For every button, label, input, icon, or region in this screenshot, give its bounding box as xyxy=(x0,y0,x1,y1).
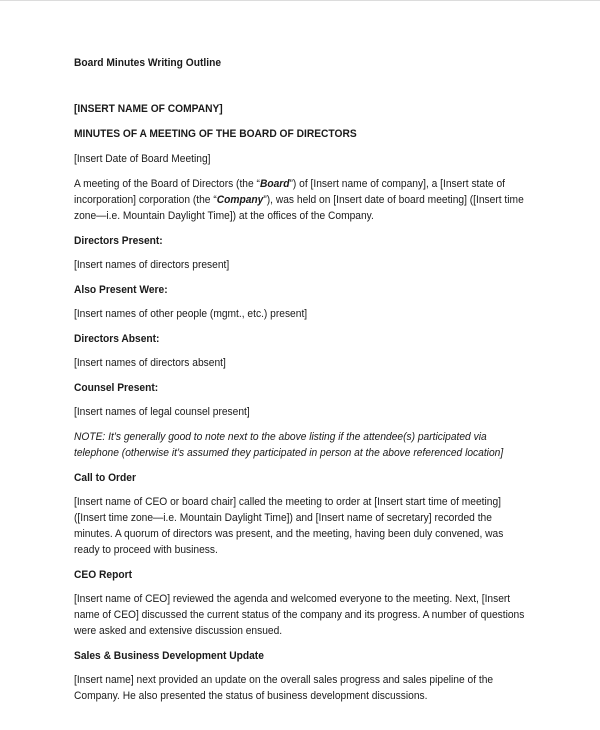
ceo-report-heading: CEO Report xyxy=(74,569,132,581)
document-body xyxy=(74,55,526,713)
company-term: Company xyxy=(216,194,264,206)
sales-update-text: [Insert name] next provided an update on the overall sales progress and sales pipeline of the Company. He also presented the status of business development discussions. xyxy=(74,674,494,702)
call-to-order-heading: Call to Order xyxy=(74,472,136,484)
directors-absent-heading: Directors Absent: xyxy=(74,333,160,345)
attendance-note: NOTE: It’s generally good to note next to the above listing if the attendee(s) participated via telephone (otherwise it’s assumed they participated in person at the above referenced location] xyxy=(74,431,504,459)
ceo-report-text: [Insert name of CEO] reviewed the agenda and welcomed everyone to the meeting. Next, [Insert name of CEO] discussed the current status of the company and its progress. A number of questions were asked and extensive discussion ensued. xyxy=(74,593,525,637)
call-to-order-text: [Insert name of CEO or board chair] called the meeting to order at [Insert start time of meeting] ([Insert time zone—i.e. Mountain Daylight Time]) and [Insert name of secretary] recorded the minutes. A quorum of directors was present, and the meeting, having been duly convened, was ready to proceed with business. xyxy=(74,496,504,556)
intro-part-1: A meeting of the Board of Directors (the “ xyxy=(74,178,260,190)
minutes-heading: MINUTES OF A MEETING OF THE BOARD OF DIRECTORS xyxy=(74,128,357,140)
directors-present-text: [Insert names of directors present] xyxy=(74,259,230,271)
directors-present-heading: Directors Present: xyxy=(74,235,163,247)
also-present-text: [Insert names of other people (mgmt., etc.) present] xyxy=(74,308,308,320)
intro-part-3: ”), was held on [Insert date of board meeting] ([Insert time zone—i.e. Mountain Daylight Time]) at the offices of the Company. xyxy=(74,194,524,222)
company-name-placeholder: [INSERT NAME OF COMPANY] xyxy=(74,103,223,115)
meeting-date-placeholder: [Insert Date of Board Meeting] xyxy=(74,153,211,165)
counsel-present-text: [Insert names of legal counsel present] xyxy=(74,406,250,418)
counsel-present-heading: Counsel Present: xyxy=(74,382,159,394)
intro-part-2: ”) of [Insert name of company], a [Insert state of incorporation] corporation (the “ xyxy=(74,178,505,206)
intro-paragraph xyxy=(74,176,526,224)
also-present-heading: Also Present Were: xyxy=(74,284,168,296)
sales-update-heading: Sales & Business Development Update xyxy=(74,650,264,662)
directors-absent-text: [Insert names of directors absent] xyxy=(74,357,226,369)
board-term: Board xyxy=(259,178,290,190)
document-title: Board Minutes Writing Outline xyxy=(74,57,222,69)
